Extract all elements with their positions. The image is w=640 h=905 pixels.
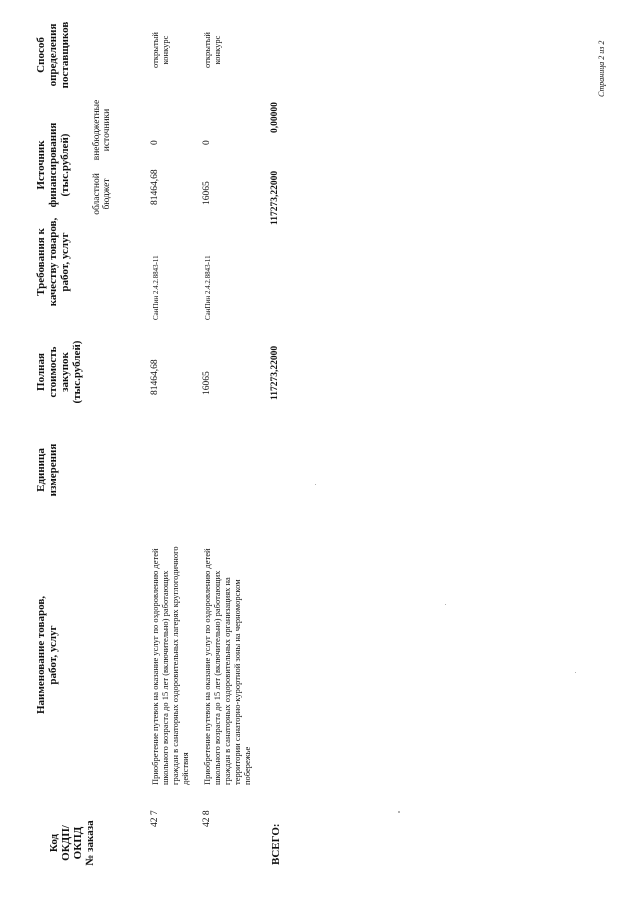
- header-unit-line: измерения: [47, 443, 59, 497]
- row2-name: [202, 495, 252, 785]
- row2-method-line: открытый: [202, 32, 212, 68]
- row1-name-line: действия: [180, 752, 190, 785]
- header-funding-regional: [92, 169, 112, 219]
- header-method-line: Способ: [35, 37, 47, 73]
- header-method-line: поставщиков: [59, 21, 71, 89]
- header-sub-line: источники: [102, 108, 112, 152]
- row2-name-line: побережье: [242, 746, 252, 785]
- header-code: [48, 803, 96, 883]
- total-cost: 117273,22000: [270, 345, 280, 400]
- total-regional-budget: 117273,22000: [270, 170, 280, 225]
- row1-code: 42 7: [150, 810, 160, 827]
- row2-name-line: граждан в санаторных оздоровительных организациях на: [222, 577, 232, 785]
- header-cost-line: (тыс.рублей): [71, 340, 83, 404]
- row1-name-line: школьного возраста до 15 лет (включительно) работающих: [160, 570, 170, 785]
- header-cost-line: закупок: [59, 352, 71, 392]
- header-unit-line: Единица: [35, 448, 47, 492]
- header-cost: [35, 332, 83, 412]
- row1-method-line: открытый: [150, 32, 160, 68]
- header-code-line: № заказа: [84, 820, 96, 866]
- row1-requirement: СанПин 2.4.2.8843-11: [152, 255, 160, 320]
- total-label: ВСЕГО:: [270, 823, 282, 865]
- page-number: Страница 2 из 2: [597, 40, 606, 97]
- header-method: [35, 10, 71, 100]
- header-req-line: работ, услуг: [59, 232, 71, 292]
- row2-name-line: Приобретение путевок на оказание услуг по оздоровлению детей: [202, 548, 212, 785]
- row2-extrabudgetary: 0: [202, 140, 212, 145]
- header-funding: [35, 105, 71, 225]
- row2-method-line: конкурс: [212, 35, 222, 65]
- header-cost-line: стоимость: [47, 346, 59, 398]
- row2-regional-budget: 16065: [202, 181, 212, 205]
- header-req-line: Требования к: [35, 228, 47, 296]
- row2-requirement: СанПин 2.4.2.8843-11: [204, 255, 212, 320]
- row2-code: 42 8: [202, 810, 212, 827]
- scan-speck: [445, 604, 446, 605]
- header-code-line: ОКПД: [72, 826, 84, 860]
- header-sub-line: бюджет: [102, 178, 112, 210]
- row1-extrabudgetary: 0: [150, 140, 160, 145]
- header-code-line: ОКДП/: [60, 825, 72, 861]
- scan-speck: [315, 484, 316, 485]
- header-funding-line: финансирования: [47, 122, 59, 208]
- row2-name-line: территории санаторно-курортной зоны на черноморском: [232, 579, 242, 785]
- row1-cost: 81464,68: [150, 359, 160, 395]
- row1-regional-budget: 81464,68: [150, 169, 160, 205]
- header-sub-line: областной: [92, 173, 102, 215]
- row2-cost: 16065: [202, 371, 212, 395]
- header-req-line: качеству товаров,: [47, 217, 59, 307]
- row2-method: [202, 20, 222, 80]
- row2-name-line: школьного возраста до 15 лет (включительно) работающих: [212, 570, 222, 785]
- header-funding-line: Источник: [35, 140, 47, 190]
- row1-method: [150, 20, 170, 80]
- header-funding-line: (тыс.рублей): [59, 133, 71, 197]
- total-extrabudgetary: 0,00000: [270, 102, 280, 133]
- row1-name: [150, 495, 190, 785]
- header-funding-extrabudgetary: [92, 95, 112, 165]
- row1-method-line: конкурс: [160, 35, 170, 65]
- row1-name-line: граждан в санаторных оздоровительных лагерях круглогодичного: [170, 546, 180, 785]
- header-name-line: Наименование товаров,: [35, 595, 47, 715]
- header-method-line: определения: [47, 23, 59, 87]
- scan-speck: [575, 672, 576, 673]
- scan-speck: [398, 811, 400, 813]
- header-sub-line: внебюджетные: [92, 99, 102, 161]
- header-code-line: Код: [48, 833, 60, 853]
- row1-name-line: Приобретение путевок на оказание услуг по оздоровлению детей: [150, 548, 160, 785]
- header-unit: [35, 430, 59, 510]
- header-cost-line: Полная: [35, 353, 47, 391]
- header-name: [35, 565, 59, 745]
- header-name-line: работ, услуг: [47, 625, 59, 685]
